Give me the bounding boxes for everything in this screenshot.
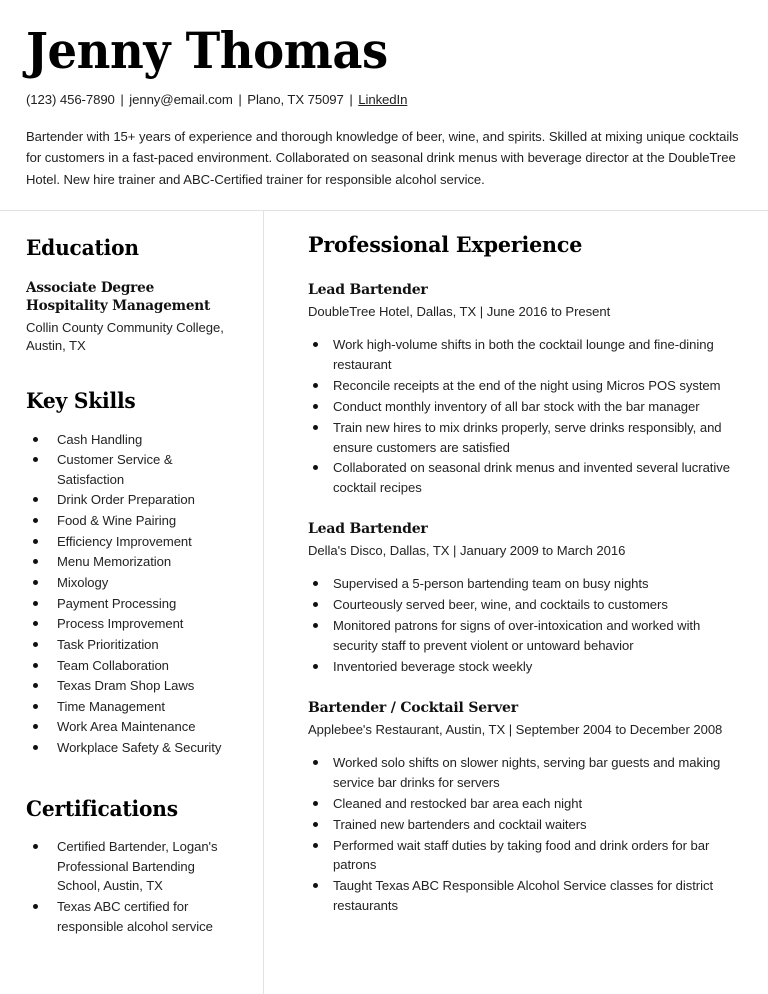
resume-body	[0, 211, 768, 994]
job-title: Lead Bartender	[308, 521, 428, 538]
experience-heading: Professional Experience	[308, 233, 583, 259]
list-item: Mixology	[26, 573, 237, 593]
list-item: Courteously served beer, wine, and cocktails to customers	[308, 595, 742, 615]
list-item: Menu Memorization	[26, 552, 237, 572]
professional-summary: Bartender with 15+ years of experience and thorough knowledge of beer, wine, and spirits. Skilled at mixing unique cocktails for customers in a fast-paced environment. Collaborated on seasonal drink menus with beverage director at the DoubleTree Hotel. New hire trainer and ABC-Certified trainer for responsible alcohol service.	[26, 129, 739, 187]
list-item: Customer Service & Satisfaction	[26, 450, 237, 489]
certifications-list	[26, 837, 237, 936]
list-item: Reconcile receipts at the end of the night using Micros POS system	[308, 376, 742, 396]
contact-phone: (123) 456-7890	[26, 92, 115, 107]
job-responsibility-list	[308, 753, 742, 916]
experience-column	[264, 211, 768, 994]
list-item: Inventoried beverage stock weekly	[308, 657, 742, 677]
experience-entry	[308, 281, 742, 498]
list-item: Texas Dram Shop Laws	[26, 676, 237, 696]
experience-entry	[308, 520, 742, 677]
education-degree: Associate Degree Hospitality Management	[26, 280, 211, 315]
sidebar-column	[0, 211, 264, 994]
list-item: Work high-volume shifts in both the cocktail lounge and fine-dining restaurant	[308, 335, 742, 375]
contact-location: Plano, TX 75097	[247, 92, 344, 107]
job-title: Lead Bartender	[308, 281, 428, 298]
experience-job-list	[308, 281, 742, 916]
list-item: Certified Bartender, Logan's Professional Bartending School, Austin, TX	[26, 837, 237, 896]
list-item: Train new hires to mix drinks properly, serve drinks responsibly, and ensure customers are satisfied	[308, 418, 742, 458]
education-school: Collin County Community College, Austin, TX	[26, 320, 224, 354]
job-responsibility-list	[308, 335, 742, 498]
list-item: Time Management	[26, 697, 237, 717]
experience-entry	[308, 699, 742, 916]
certifications-heading: Certifications	[26, 795, 178, 821]
contact-separator-2: |	[238, 92, 242, 107]
list-item: Cash Handling	[26, 430, 237, 450]
list-item: Work Area Maintenance	[26, 717, 237, 737]
list-item: Task Prioritization	[26, 635, 237, 655]
education-entry	[26, 280, 237, 355]
certifications-section	[26, 796, 237, 936]
job-title: Bartender / Cocktail Server	[308, 699, 518, 716]
list-item: Taught Texas ABC Responsible Alcohol Service classes for district restaurants	[308, 876, 742, 916]
resume-header	[0, 0, 768, 210]
key-skills-list	[26, 430, 237, 758]
contact-separator-1: |	[120, 92, 124, 107]
list-item: Trained new bartenders and cocktail waiters	[308, 815, 742, 835]
list-item: Workplace Safety & Security	[26, 738, 237, 758]
contact-line	[26, 91, 742, 108]
contact-separator-3: |	[349, 92, 353, 107]
list-item: Worked solo shifts on slower nights, serving bar guests and making service bar drinks for servers	[308, 753, 742, 793]
list-item: Payment Processing	[26, 594, 237, 614]
list-item: Efficiency Improvement	[26, 532, 237, 552]
contact-email: jenny@email.com	[129, 92, 233, 107]
linkedin-link[interactable]: LinkedIn	[358, 92, 408, 107]
list-item: Drink Order Preparation	[26, 490, 237, 510]
list-item: Supervised a 5-person bartending team on busy nights	[308, 574, 742, 594]
list-item: Texas ABC certified for responsible alcohol service	[26, 897, 237, 936]
job-employer-dates: Applebee's Restaurant, Austin, TX | September 2004 to December 2008	[308, 722, 723, 738]
job-employer-dates: DoubleTree Hotel, Dallas, TX | June 2016 to Present	[308, 304, 611, 320]
job-employer-dates: Della's Disco, Dallas, TX | January 2009 to March 2016	[308, 543, 626, 559]
list-item: Food & Wine Pairing	[26, 511, 237, 531]
candidate-name: Jenny Thomas	[26, 21, 388, 80]
list-item: Collaborated on seasonal drink menus and invented several lucrative cocktail recipes	[308, 458, 742, 498]
list-item: Conduct monthly inventory of all bar stock with the bar manager	[308, 397, 742, 417]
education-heading: Education	[26, 235, 139, 261]
list-item: Process Improvement	[26, 614, 237, 634]
list-item: Team Collaboration	[26, 656, 237, 676]
key-skills-heading: Key Skills	[26, 388, 136, 414]
job-responsibility-list	[308, 574, 742, 676]
list-item: Cleaned and restocked bar area each night	[308, 794, 742, 814]
list-item: Monitored patrons for signs of over-intoxication and worked with security staff to prevent violent or untoward behavior	[308, 616, 742, 656]
key-skills-section	[26, 388, 237, 757]
list-item: Performed wait staff duties by taking food and drink orders for bar patrons	[308, 836, 742, 876]
